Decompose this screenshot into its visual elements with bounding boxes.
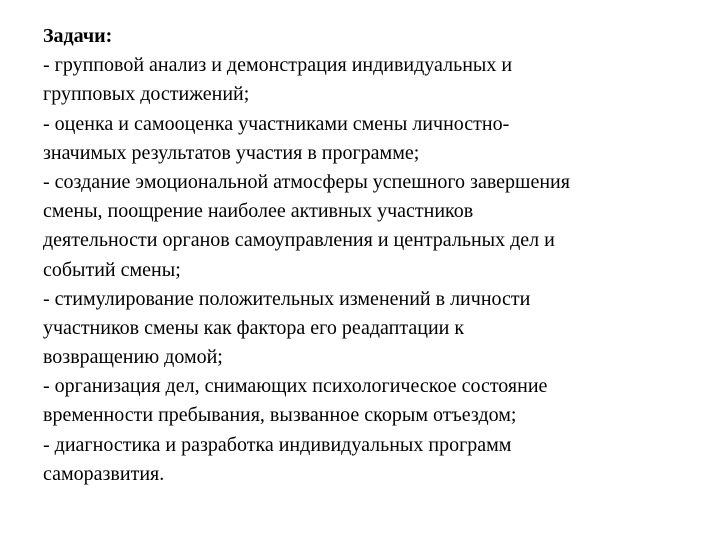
text-line: групповых достижений; bbox=[43, 83, 250, 106]
text-line: - диагностика и разработка индивидуальных программ bbox=[43, 433, 512, 456]
text-line: саморазвития. bbox=[43, 462, 165, 485]
text-line: - оценка и самооценка участниками смены личностно- bbox=[43, 112, 510, 135]
text-line: смены, поощрение наиболее активных участников bbox=[43, 200, 474, 223]
text-line: участников смены как фактора его реадаптации к bbox=[43, 316, 465, 339]
text-line: - групповой анализ и демонстрация индивидуальных и bbox=[43, 54, 513, 77]
tasks-text-block bbox=[43, 22, 713, 489]
text-line: временности пребывания, вызванное скорым отъездом; bbox=[43, 404, 517, 427]
tasks-heading: Задачи: bbox=[43, 25, 113, 47]
text-line: - создание эмоциональной атмосферы успешного завершения bbox=[43, 170, 570, 193]
text-line: возвращению домой; bbox=[43, 346, 223, 369]
text-line: - стимулирование положительных изменений в личности bbox=[43, 287, 531, 310]
text-line: значимых результатов участия в программе; bbox=[43, 141, 420, 164]
text-line: - организация дел, снимающих психологическое состояние bbox=[43, 375, 548, 398]
text-line: деятельности органов самоуправления и центральных дел и bbox=[43, 229, 555, 252]
text-line: событий смены; bbox=[43, 258, 181, 281]
